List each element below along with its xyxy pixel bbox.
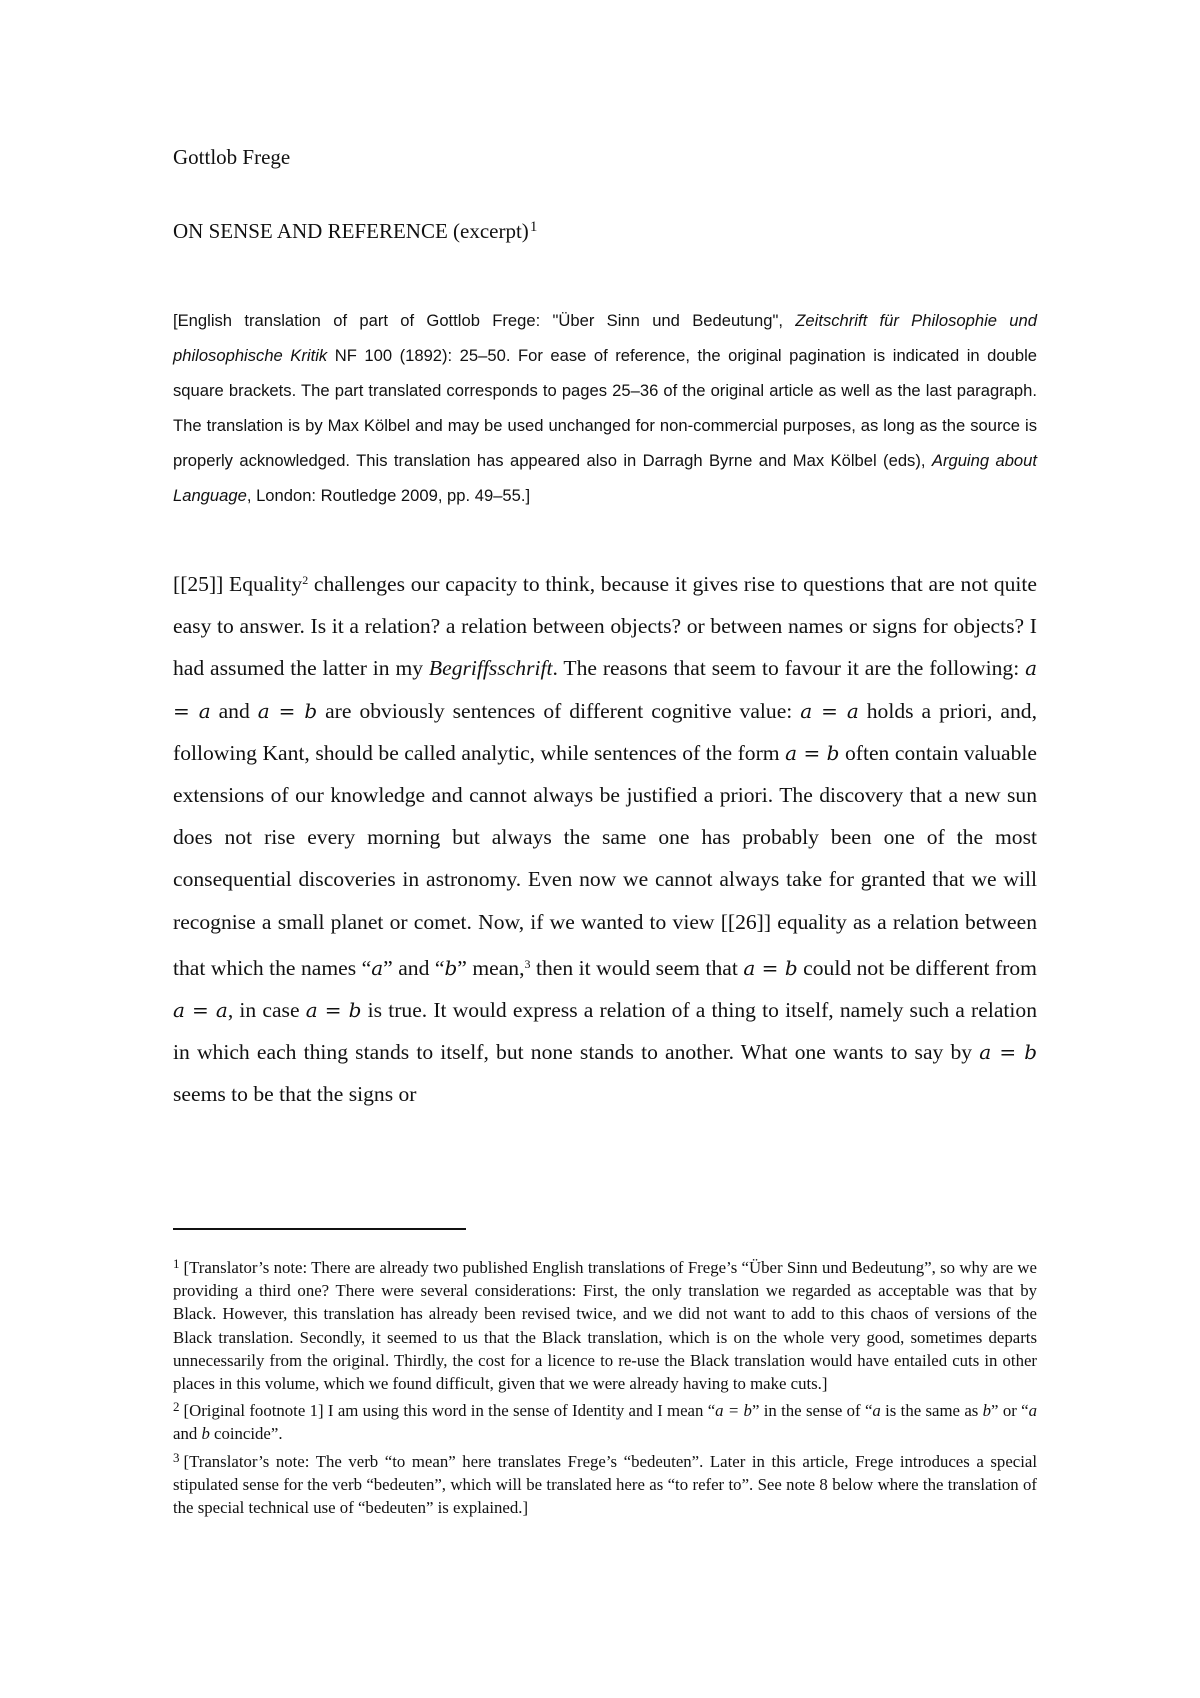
intro-text: , London: Routledge 2009, pp. 49–55.] [246,486,531,505]
formula: a = b [257,698,318,723]
variable: b [444,955,458,980]
footnote-text: is the same as [880,1401,983,1421]
variable: a [371,955,384,980]
body-text: seems to be that the signs or [173,1082,417,1107]
title-footnote-marker[interactable]: 1 [529,219,538,235]
body-text: often contain valuable extensions of our knowledge and cannot always be justified a priori. The discovery that a new sun does not rise every morning but always the same one has probably been one of the most consequential discoveries in astronomy. Even now we cannot always take for granted that we will recognise a small planet or comet. Now, if we wanted to view [[26]] equality as a relation between that which the names “ [173,740,1038,980]
footnote-text: [Translator’s note: There are already two published English translations of Frege’s “Über Sinn und Bedeutung”, so why are we providing a third one? There were several considerations: First, the only translation we regarded as acceptable was that by Black. However, this translation has already been revised twice, and we did not want to add to this chaos of versions of the Black translation. Secondly, it seemed to us that the Black translation, which is on the whole very good, sometimes departs unnecessarily from the original. Thirdly, the cost for a licence to re-use the Black translation would have entailed cuts in other places in this volume, which we found difficult, given that we were already having to make cuts.] [173,1258,1037,1394]
formula: a = b [743,955,798,980]
article-title-text: ON SENSE AND REFERENCE (excerpt) [173,219,529,243]
body-text: is true. It would express a relation of a thing to itself, namely such a relation in which each thing stands to itself, but none stands to another. What one wants to say by [173,998,1038,1065]
variable: a [872,1401,881,1421]
main-paragraph [173,559,1037,1116]
footnote-marker-3[interactable]: 3 [524,956,531,971]
body-text: are obviously sentences of different cognitive value: [317,698,801,723]
body-text: ” and “ [383,955,445,980]
journal-title: Zeitschrift für Philosophie und philosophische Kritik [173,311,1037,365]
footnote-separator [173,1228,466,1230]
begriffsschrift-title: Begriffsschrift [428,656,553,681]
footnote-2 [173,1395,1037,1445]
footnotes [173,1252,1037,1519]
formula: a = a [173,656,1037,723]
variable: a [1028,1401,1037,1421]
book-title: Arguing about Language [173,451,1037,505]
footnote-text: and [173,1424,202,1444]
formula: a = b [979,1040,1037,1065]
intro-text: NF 100 (1892): 25–50. For ease of reference, the original pagination is indicated in double square brackets. The part translated corresponds to pages 25–36 of the original article as well as the last paragraph. The translation is by Max Kölbel and may be used unchanged for non-commercial purposes, as long as the source is properly acknowledged. This translation has appeared also in Darragh Byrne and Max Kölbel (eds), [173,346,1037,470]
body-text: . The reasons that seem to favour it are the following: [552,656,1026,681]
footnote-text: ” in the sense of “ [751,1401,873,1421]
author-name: Gottlob Frege [173,145,291,169]
body-text: ” mean, [457,955,525,980]
variable: b [201,1424,210,1444]
body-text: could not be different from [797,955,1037,980]
footnote-number: 1 [173,1256,180,1271]
footnote-text: coincide”. [209,1424,283,1444]
body-text: and [210,698,258,723]
footnote-text: ” or “ [991,1401,1029,1421]
formula: a = a [173,998,228,1023]
formula: a = b [785,740,840,765]
footnote-number: 2 [173,1399,180,1415]
footnote-text: [Original footnote 1] I am using this word in the sense of Identity and I mean “ [183,1401,716,1421]
body-text: challenges our capacity to think, because it gives rise to questions that are not quite easy to answer. Is it a relation? a relation between objects? or between names or signs for objects? I had assumed the latter in my [173,572,1037,681]
variable: b [982,1401,992,1421]
intro-text: [English translation of part of Gottlob Frege: "Über Sinn und Bedeutung", [173,311,796,330]
formula: a = a [800,698,859,723]
footnote-1 [173,1252,1037,1395]
formula: a = b [305,998,362,1023]
footnote-text: [Translator’s note: The verb “to mean” here translates Frege’s “bedeuten”. Later in this article, Frege introduces a special stipulated sense for the verb “bedeuten”, which will be translated here as “to refer to”. See note 8 below where the translation of the special technical use of “bedeuten” is explained.] [173,1451,1037,1518]
footnote-marker-2[interactable]: 2 [302,573,309,587]
body-text: then it would seem that [530,955,744,980]
footnote-number: 3 [173,1449,180,1465]
translation-note [173,303,1037,513]
body-text: holds a priori, and, following Kant, should be called analytic, while sentences of the form [173,698,1038,765]
body-text: , in case [227,998,306,1023]
footnote-3 [173,1446,1037,1520]
body-text: [[25]] Equality [173,572,303,596]
formula: a = b [715,1401,752,1421]
article-title [173,214,537,244]
